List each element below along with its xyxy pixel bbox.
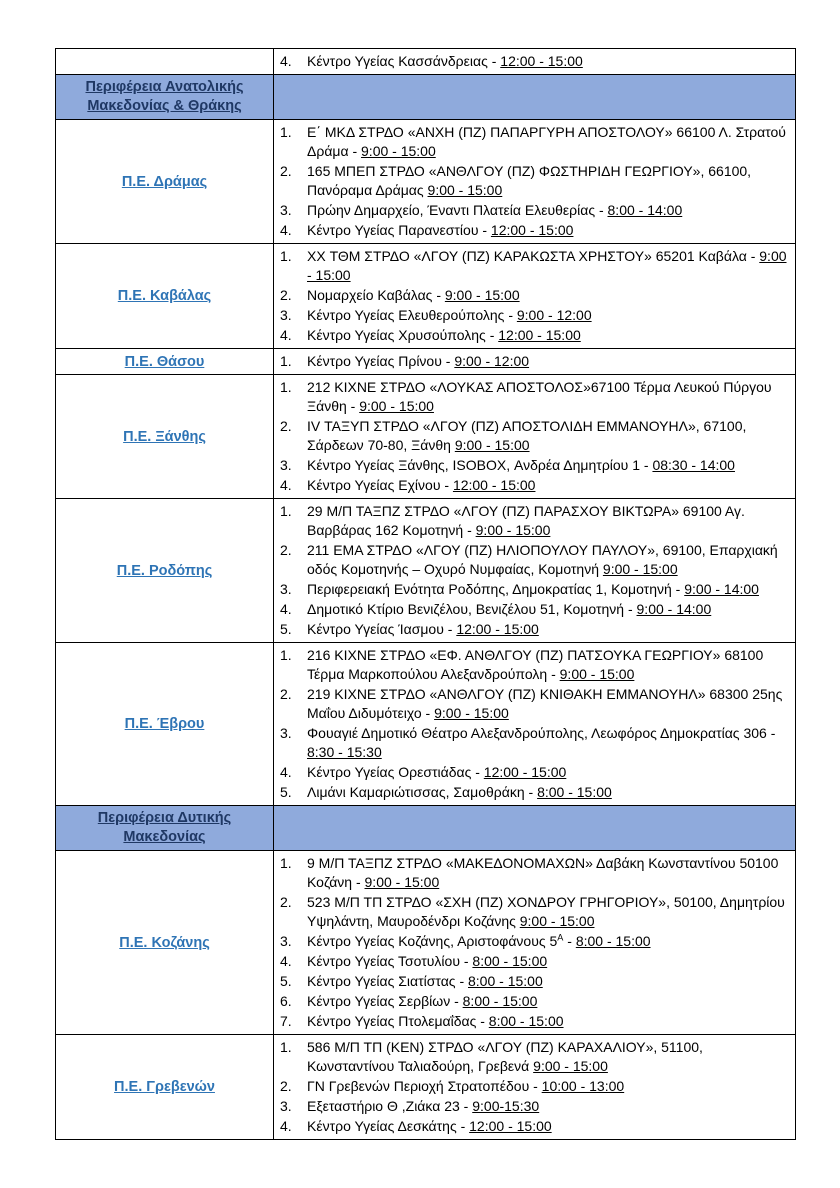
- list-item-text: [307, 326, 789, 345]
- opening-hours: 12:00 - 15:00: [490, 222, 574, 238]
- list-item: [280, 600, 789, 619]
- list-item-number: 4.: [280, 327, 292, 343]
- region-unit-cell: [56, 499, 274, 643]
- locations-cell: [274, 244, 796, 349]
- location-text: ΓΝ Γρεβενών Περιοχή Στρατοπέδου -: [307, 1078, 542, 1094]
- region-header-cell: [56, 806, 274, 851]
- list-item: [280, 306, 789, 325]
- list-item-text: [307, 123, 789, 161]
- region-header-label: Περιφέρεια Δυτικής Μακεδονίας: [97, 810, 232, 845]
- opening-hours: 9:00 - 15:00: [364, 874, 440, 890]
- location-text: Κέντρο Υγείας Σιατίστας -: [307, 973, 468, 989]
- schedule-table: [55, 48, 796, 1140]
- list-item: [280, 417, 789, 455]
- location-text: Φουαγιέ Δημοτικό Θέατρο Αλεξανδρούπολης, Λεωφόρος Δημοκρατίας 306 -: [307, 725, 776, 741]
- opening-hours: 8:00 - 15:00: [575, 933, 651, 949]
- list-item-number: 3.: [280, 457, 292, 473]
- list-item-text: [307, 1012, 789, 1031]
- location-text: Κέντρο Υγείας Κοζάνης, Αριστοφάνους 5: [307, 933, 558, 949]
- list-item-text: [307, 221, 789, 240]
- list-item-text: [307, 763, 789, 782]
- region-unit-cell: [56, 49, 274, 75]
- list-item: [280, 972, 789, 991]
- table-row: [56, 499, 796, 643]
- list-item: [280, 992, 789, 1011]
- location-text: 212 ΚΙΧΝΕ ΣΤΡΔΟ «ΛΟΥΚΑΣ ΑΠΟΣΤΟΛΟΣ»67100 Τέρμα Λευκού Πύργου Ξάνθη -: [307, 379, 772, 414]
- table-row: [56, 1035, 796, 1140]
- location-text: 211 ΕΜΑ ΣΤΡΔΟ «ΛΓΟΥ (ΠΖ) ΗΛΙΟΠΟΥΛΟΥ ΠΑΥΛΟΥ», 69100, Επαρχιακή οδός Κομοτηνής – Οχυρό Νυμφαίας, Κομοτηνή: [307, 542, 778, 577]
- location-text: Κέντρο Υγείας Ελευθερούπολης -: [307, 307, 517, 323]
- location-text: Κέντρο Υγείας Χρυσούπολης -: [307, 327, 499, 343]
- opening-hours: 9:00 - 15:00: [454, 437, 530, 453]
- list-item-text: [307, 1117, 789, 1136]
- list-item-number: 2.: [280, 894, 292, 910]
- region-unit-label: Π.Ε. Ροδόπης: [116, 562, 213, 579]
- list-item: [280, 932, 789, 951]
- list-item-text: [307, 52, 789, 71]
- region-unit-cell: [56, 643, 274, 806]
- list-item: [280, 646, 789, 684]
- list-item-number: 1.: [280, 647, 292, 663]
- list-item-number: 2.: [280, 686, 292, 702]
- list-item: [280, 162, 789, 200]
- list-item-number: 4.: [280, 222, 292, 238]
- list-item-text: [307, 1077, 789, 1096]
- list-item: [280, 724, 789, 762]
- opening-hours: 9:00 - 15:00: [307, 248, 787, 283]
- opening-hours: 9:00 - 15:00: [434, 705, 509, 721]
- list-item-text: [307, 620, 789, 639]
- schedule-table-body: [56, 49, 796, 1140]
- list-item-text: [307, 456, 789, 475]
- list-item-number: 3.: [280, 581, 292, 597]
- list-item-text: [307, 378, 789, 416]
- location-text: 9 Μ/Π ΤΑΞΠΖ ΣΤΡΔΟ «ΜΑΚΕΔΟΝΟΜΑΧΩΝ» Δαβάκη Κωνσταντίνου 50100 Κοζάνη -: [307, 855, 779, 890]
- opening-hours: 9:00 - 12:00: [454, 353, 530, 369]
- list-item: [280, 580, 789, 599]
- location-text: Κέντρο Υγείας Πρίνου -: [307, 353, 455, 369]
- list-item-number: 4.: [280, 601, 292, 617]
- table-row: [56, 349, 796, 375]
- opening-hours: 9:00 - 15:00: [519, 913, 595, 929]
- region-unit-label: Π.Ε. Γρεβενών: [114, 1079, 215, 1095]
- list-item-text: [307, 992, 789, 1011]
- list-item: [280, 1038, 789, 1076]
- list-item-number: 1.: [280, 124, 292, 140]
- list-item-number: 3.: [280, 202, 292, 218]
- opening-hours: 9:00 - 14:00: [684, 581, 759, 597]
- list-item: [280, 123, 789, 161]
- location-text: Κέντρο Υγείας Κασσάνδρειας -: [307, 53, 501, 69]
- opening-hours: 9:00 - 15:00: [359, 398, 434, 414]
- location-text: Κέντρο Υγείας Παρανεστίου -: [307, 222, 491, 238]
- location-text: Κέντρο Υγείας Ορεστιάδας -: [307, 764, 484, 780]
- list-item: [280, 1012, 789, 1031]
- opening-hours: 9:00-15:30: [472, 1098, 540, 1114]
- list-item-number: 5.: [280, 973, 292, 989]
- table-row: [56, 244, 796, 349]
- locations-cell: [274, 49, 796, 75]
- opening-hours: 9:00 - 15:00: [602, 561, 678, 577]
- opening-hours: 9:00 - 12:00: [516, 307, 592, 323]
- opening-hours: 12:00 - 15:00: [483, 764, 567, 780]
- region-header-empty-cell: [274, 75, 796, 120]
- locations-cell: [274, 375, 796, 499]
- list-item-number: 1.: [280, 1039, 292, 1055]
- list-item: [280, 326, 789, 345]
- location-text: Κέντρο Υγείας Δεσκάτης -: [307, 1118, 470, 1134]
- list-item-text: [307, 854, 789, 892]
- locations-cell: [274, 349, 796, 375]
- opening-hours: 8:30 - 15:30: [307, 744, 382, 760]
- region-unit-label: Π.Ε. Καβάλας: [117, 288, 212, 304]
- location-text: 586 Μ/Π ΤΠ (ΚΕΝ) ΣΤΡΔΟ «ΛΓΟΥ (ΠΖ) ΚΑΡΑΧΑΛΙΟΥ», 51100, Κωνσταντίνου Ταλιαδούρη, Γρεβενά: [307, 1039, 703, 1074]
- list-item-text: [307, 783, 789, 802]
- list-item-number: 2.: [280, 163, 292, 179]
- location-superscript: Α: [557, 932, 564, 943]
- list-item: [280, 456, 789, 475]
- opening-hours: 12:00 - 15:00: [456, 621, 539, 637]
- list-item: [280, 1077, 789, 1096]
- list-item-number: 1.: [280, 503, 292, 519]
- location-text: Πρώην Δημαρχείο, Έναντι Πλατεία Ελευθερίας -: [307, 202, 608, 218]
- opening-hours: 12:00 - 15:00: [452, 477, 536, 493]
- list-item: [280, 541, 789, 579]
- location-text: XX ΤΘΜ ΣΤΡΔΟ «ΛΓΟΥ (ΠΖ) ΚΑΡΑΚΩΣΤΑ ΧΡΗΣΤΟΥ» 65201 Καβάλα -: [307, 248, 760, 264]
- list-item-number: 2.: [280, 1078, 292, 1094]
- list-item-number: 6.: [280, 993, 292, 1009]
- location-text: 219 ΚΙΧΝΕ ΣΤΡΔΟ «ΑΝΘΛΓΟΥ (ΠΖ) ΚΝΙΘΑΚΗ ΕΜΜΑΝΟΥΗΛ» 68300 25ης Μαΐου Διδυμότειχο -: [307, 686, 783, 721]
- list-item: [280, 893, 789, 931]
- location-text: IV ΤΑΞΥΠ ΣΤΡΔΟ «ΛΓΟΥ (ΠΖ) ΑΠΟΣΤΟΛΙΔΗ ΕΜΜΑΝΟΥΗΛ», 67100, Σάρδεων 70-80, Ξάνθη: [307, 418, 747, 453]
- list-item-text: [307, 724, 789, 762]
- region-unit-cell: [56, 244, 274, 349]
- list-item-number: 4.: [280, 1118, 292, 1134]
- list-item-text: [307, 502, 789, 540]
- region-unit-label: Π.Ε. Δράμας: [121, 173, 208, 190]
- region-unit-cell: [56, 851, 274, 1035]
- locations-cell: [274, 851, 796, 1035]
- location-text: 29 Μ/Π ΤΑΞΠΖ ΣΤΡΔΟ «ΛΓΟΥ (ΠΖ) ΠΑΡΑΣΧΟΥ ΒΙΚΤΩΡΑ» 69100 Αγ. Βαρβάρας 162 Κομοτηνή -: [307, 503, 745, 538]
- opening-hours: 8:00 - 15:00: [468, 973, 543, 989]
- opening-hours: 8:00 - 15:00: [488, 1013, 564, 1029]
- list-item-text: [307, 932, 789, 951]
- location-text-cont: -: [563, 933, 576, 949]
- list-item-number: 3.: [280, 307, 292, 323]
- opening-hours: 8:00 - 14:00: [607, 202, 683, 218]
- list-item-number: 3.: [280, 933, 292, 949]
- list-item: [280, 247, 789, 285]
- location-text: 165 ΜΠΕΠ ΣΤΡΔΟ «ΑΝΘΛΓΟΥ (ΠΖ) ΦΩΣΤΗΡΙΔΗ ΓΕΩΡΓΙΟΥ», 66100, Πανόραμα Δράμας: [307, 163, 752, 198]
- opening-hours: 12:00 - 15:00: [498, 327, 581, 343]
- list-item-number: 3.: [280, 1098, 292, 1114]
- region-header-empty-cell: [274, 806, 796, 851]
- list-item-number: 4.: [280, 477, 292, 493]
- list-item-text: [307, 476, 789, 495]
- table-row: [56, 851, 796, 1035]
- location-text: 523 Μ/Π ΤΠ ΣΤΡΔΟ «ΣΧΗ (ΠΖ) ΧΟΝΔΡΟΥ ΓΡΗΓΟΡΙΟΥ», 50100, Δημητρίου Υψηλάντη, Μαυροδένδρι Κοζάνης: [307, 894, 785, 929]
- region-header-row: [56, 806, 796, 851]
- list-item: [280, 52, 789, 71]
- opening-hours: 9:00 - 15:00: [559, 666, 635, 682]
- list-item: [280, 685, 789, 723]
- location-text: Νομαρχείο Καβάλας -: [307, 287, 445, 303]
- region-unit-label: Π.Ε. Θάσου: [124, 353, 205, 370]
- list-item: [280, 783, 789, 802]
- list-item: [280, 854, 789, 892]
- list-item-number: 3.: [280, 725, 292, 741]
- list-item-text: [307, 972, 789, 991]
- list-item-number: 5.: [280, 621, 292, 637]
- list-item-text: [307, 352, 789, 371]
- region-unit-cell: [56, 1035, 274, 1140]
- list-item: [280, 352, 789, 371]
- region-header-cell: [56, 75, 274, 120]
- location-text: 216 ΚΙΧΝΕ ΣΤΡΔΟ «ΕΦ. ΑΝΘΛΓΟΥ (ΠΖ) ΠΑΤΣΟΥΚΑ ΓΕΩΡΓΙΟΥ» 68100 Τέρμα Μαρκοπούλου Αλεξανδρούπολη -: [307, 647, 764, 682]
- list-item: [280, 1097, 789, 1116]
- locations-cell: [274, 1035, 796, 1140]
- list-item-text: [307, 286, 789, 305]
- location-text: Δημοτικό Κτίριο Βενιζέλου, Βενιζέλου 51, Κομοτηνή -: [307, 601, 637, 617]
- location-text: Κέντρο Υγείας Εχίνου -: [307, 477, 453, 493]
- region-unit-cell: [56, 349, 274, 375]
- list-item-text: [307, 952, 789, 971]
- list-item-number: 2.: [280, 418, 292, 434]
- location-text: Κέντρο Υγείας Σερβίων -: [307, 993, 463, 1009]
- list-item-number: 1.: [280, 353, 292, 369]
- region-unit-label: Π.Ε. Έβρου: [124, 716, 205, 732]
- region-unit-cell: [56, 120, 274, 244]
- opening-hours: 08:30 - 14:00: [652, 457, 735, 473]
- opening-hours: 9:00 - 15:00: [361, 143, 436, 159]
- location-text: Περιφερειακή Ενότητα Ροδόπης, Δημοκρατίας 1, Κομοτηνή -: [307, 581, 685, 597]
- list-item-text: [307, 1038, 789, 1076]
- location-text: Ε΄ ΜΚΔ ΣΤΡΔΟ «ΑΝΧΗ (ΠΖ) ΠΑΠΑΡΓΥΡΗ ΑΠΟΣΤΟΛΟΥ» 66100 Λ. Στρατού Δράμα -: [307, 124, 786, 159]
- list-item: [280, 378, 789, 416]
- list-item-number: 2.: [280, 287, 292, 303]
- opening-hours: 12:00 - 15:00: [469, 1118, 552, 1134]
- opening-hours: 9:00 - 14:00: [636, 601, 712, 617]
- opening-hours: 8:00 - 15:00: [472, 953, 548, 969]
- location-text: Κέντρο Υγείας Τσοτυλίου -: [307, 953, 473, 969]
- region-unit-cell: [56, 375, 274, 499]
- list-item-number: 7.: [280, 1013, 292, 1029]
- list-item: [280, 221, 789, 240]
- location-text: Λιμάνι Καμαριώτισσας, Σαμοθράκη -: [307, 784, 538, 800]
- list-item-text: [307, 685, 789, 723]
- list-item-text: [307, 600, 789, 619]
- locations-cell: [274, 499, 796, 643]
- table-row: [56, 120, 796, 244]
- list-item-text: [307, 162, 789, 200]
- list-item: [280, 286, 789, 305]
- list-item-number: 1.: [280, 855, 292, 871]
- opening-hours: 8:00 - 15:00: [462, 993, 538, 1009]
- list-item-text: [307, 541, 789, 579]
- location-text: Κέντρο Υγείας Ξάνθης, ISOBOX, Ανδρέα Δημητρίου 1 -: [307, 457, 653, 473]
- list-item-text: [307, 893, 789, 931]
- location-text: Κέντρο Υγείας Πτολεμαΐδας -: [307, 1013, 489, 1029]
- opening-hours: 8:00 - 15:00: [537, 784, 612, 800]
- opening-hours: 10:00 - 13:00: [541, 1078, 625, 1094]
- list-item-text: [307, 646, 789, 684]
- table-row: [56, 643, 796, 806]
- opening-hours: 9:00 - 15:00: [475, 522, 551, 538]
- opening-hours: 9:00 - 15:00: [533, 1058, 608, 1074]
- region-unit-label: Π.Ε. Κοζάνης: [119, 934, 210, 951]
- list-item: [280, 476, 789, 495]
- locations-cell: [274, 120, 796, 244]
- opening-hours: 9:00 - 15:00: [427, 182, 503, 198]
- region-header-label: Περιφέρεια Ανατολικής Μακεδονίας & Θράκης: [85, 79, 244, 114]
- list-item-number: 4.: [280, 953, 292, 969]
- location-text: Εξεταστήριο Θ ,Ζιάκα 23 -: [307, 1098, 473, 1114]
- locations-cell: [274, 643, 796, 806]
- list-item: [280, 502, 789, 540]
- list-item: [280, 201, 789, 220]
- list-item-number: 1.: [280, 379, 292, 395]
- list-item: [280, 620, 789, 639]
- list-item: [280, 763, 789, 782]
- list-item: [280, 952, 789, 971]
- list-item-number: 2.: [280, 542, 292, 558]
- list-item-text: [307, 580, 789, 599]
- list-item-number: 4.: [280, 764, 292, 780]
- location-text: Κέντρο Υγείας Ίασμου -: [307, 621, 457, 637]
- opening-hours: 12:00 - 15:00: [500, 53, 583, 69]
- table-row: [56, 375, 796, 499]
- region-header-row: [56, 75, 796, 120]
- list-item-text: [307, 306, 789, 325]
- list-item-number: 1.: [280, 248, 292, 264]
- list-item-text: [307, 247, 789, 285]
- list-item-number: 4.: [280, 53, 292, 69]
- list-item-text: [307, 417, 789, 455]
- region-unit-label: Π.Ε. Ξάνθης: [123, 428, 206, 445]
- opening-hours: 9:00 - 15:00: [444, 287, 520, 303]
- table-row: [56, 49, 796, 75]
- list-item-text: [307, 201, 789, 220]
- list-item-number: 5.: [280, 784, 292, 800]
- list-item-text: [307, 1097, 789, 1116]
- list-item: [280, 1117, 789, 1136]
